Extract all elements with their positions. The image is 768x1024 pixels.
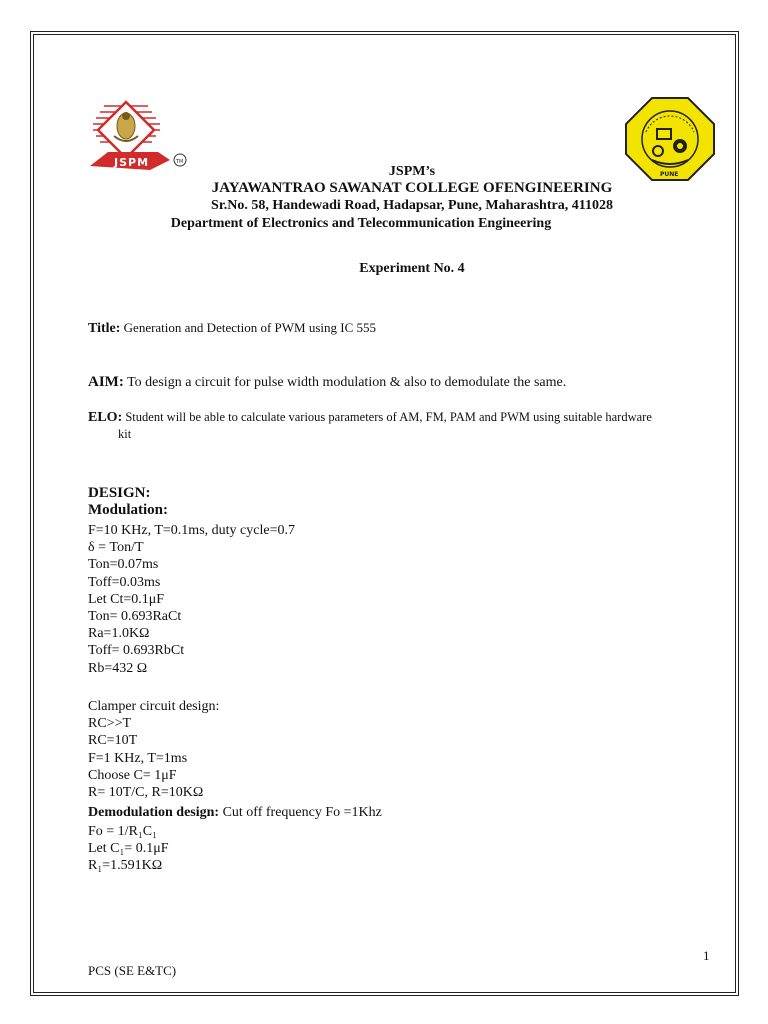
footer-course: PCS (SE E&TC) (88, 963, 177, 978)
calc-line: F=1 KHz, T=1ms (88, 750, 188, 766)
demodulation-calculations (88, 823, 169, 875)
calc-line: R= 10T/C, R=10KΩ (88, 785, 204, 801)
title-line (88, 320, 376, 337)
elo-continuation: kit (118, 427, 132, 441)
calc-line: F=10 KHz, T=0.1ms, duty cycle=0.7 (88, 523, 295, 538)
demodulation-label: Demodulation design: (88, 805, 220, 820)
calc-line: Toff=0.03ms (88, 574, 161, 590)
calc-line: Ton= 0.693RaCt (88, 609, 182, 625)
title-label: Title: (88, 321, 121, 336)
jspm-logo-text: JSPM (114, 156, 150, 169)
demodulation-line (88, 805, 382, 821)
design-heading: DESIGN: (88, 485, 151, 501)
department-name: Department of Electronics and Telecommunication Engineering (170, 216, 552, 231)
elo-text: Student will be able to calculate various parameters of AM, FM, PAM and PWM using suitable hardware (122, 410, 652, 424)
calc-line: Ra=1.0KΩ (88, 626, 150, 642)
aim-text: To design a circuit for pulse width modulation & also to demodulate the same. (123, 375, 567, 390)
calc-line: Let Ct=0.1μF (88, 591, 165, 607)
aim-label: AIM: (88, 374, 124, 390)
calc-line: RC>>T (88, 716, 132, 732)
college-name: JAYAWANTRAO SAWANAT COLLEGE OFENGINEERING (211, 180, 613, 196)
calc-line: Choose C= 1μF (88, 767, 177, 783)
modulation-heading: Modulation: (88, 502, 169, 518)
experiment-number: Experiment No. 4 (359, 261, 465, 276)
page-number: 1 (703, 948, 710, 963)
calc-line: δ = Ton/T (88, 540, 144, 556)
demodulation-text: Cut off frequency Fo =1Khz (219, 805, 382, 820)
calc-line: Toff= 0.693RbCt (88, 643, 185, 659)
title-text: Generation and Detection of PWM using IC 555 (120, 320, 377, 335)
calc-line: Clamper circuit design: (88, 699, 220, 714)
calc-line: Let C₁= 0.1μF (88, 841, 169, 857)
elo-label: ELO: (88, 410, 123, 425)
calc-line: Fo = 1/R₁C₁ (88, 824, 158, 839)
calc-line: Ton=0.07ms (88, 557, 159, 573)
elo-line (88, 410, 652, 426)
org-name: JSPM’s (388, 164, 436, 179)
calc-line: R₁=1.591KΩ (88, 858, 163, 874)
svg-text:TM: TM (176, 159, 184, 165)
calc-line: Rb=432 Ω (88, 660, 148, 676)
college-address: Sr.No. 58, Handewadi Road, Hadapsar, Pune, Maharashtra, 411028 (211, 198, 613, 213)
clamper-calculations (88, 698, 219, 801)
aim-line (88, 374, 566, 391)
calc-line: RC=10T (88, 733, 138, 749)
modulation-calculations (88, 522, 295, 677)
seal-text: PUNE (660, 171, 679, 178)
